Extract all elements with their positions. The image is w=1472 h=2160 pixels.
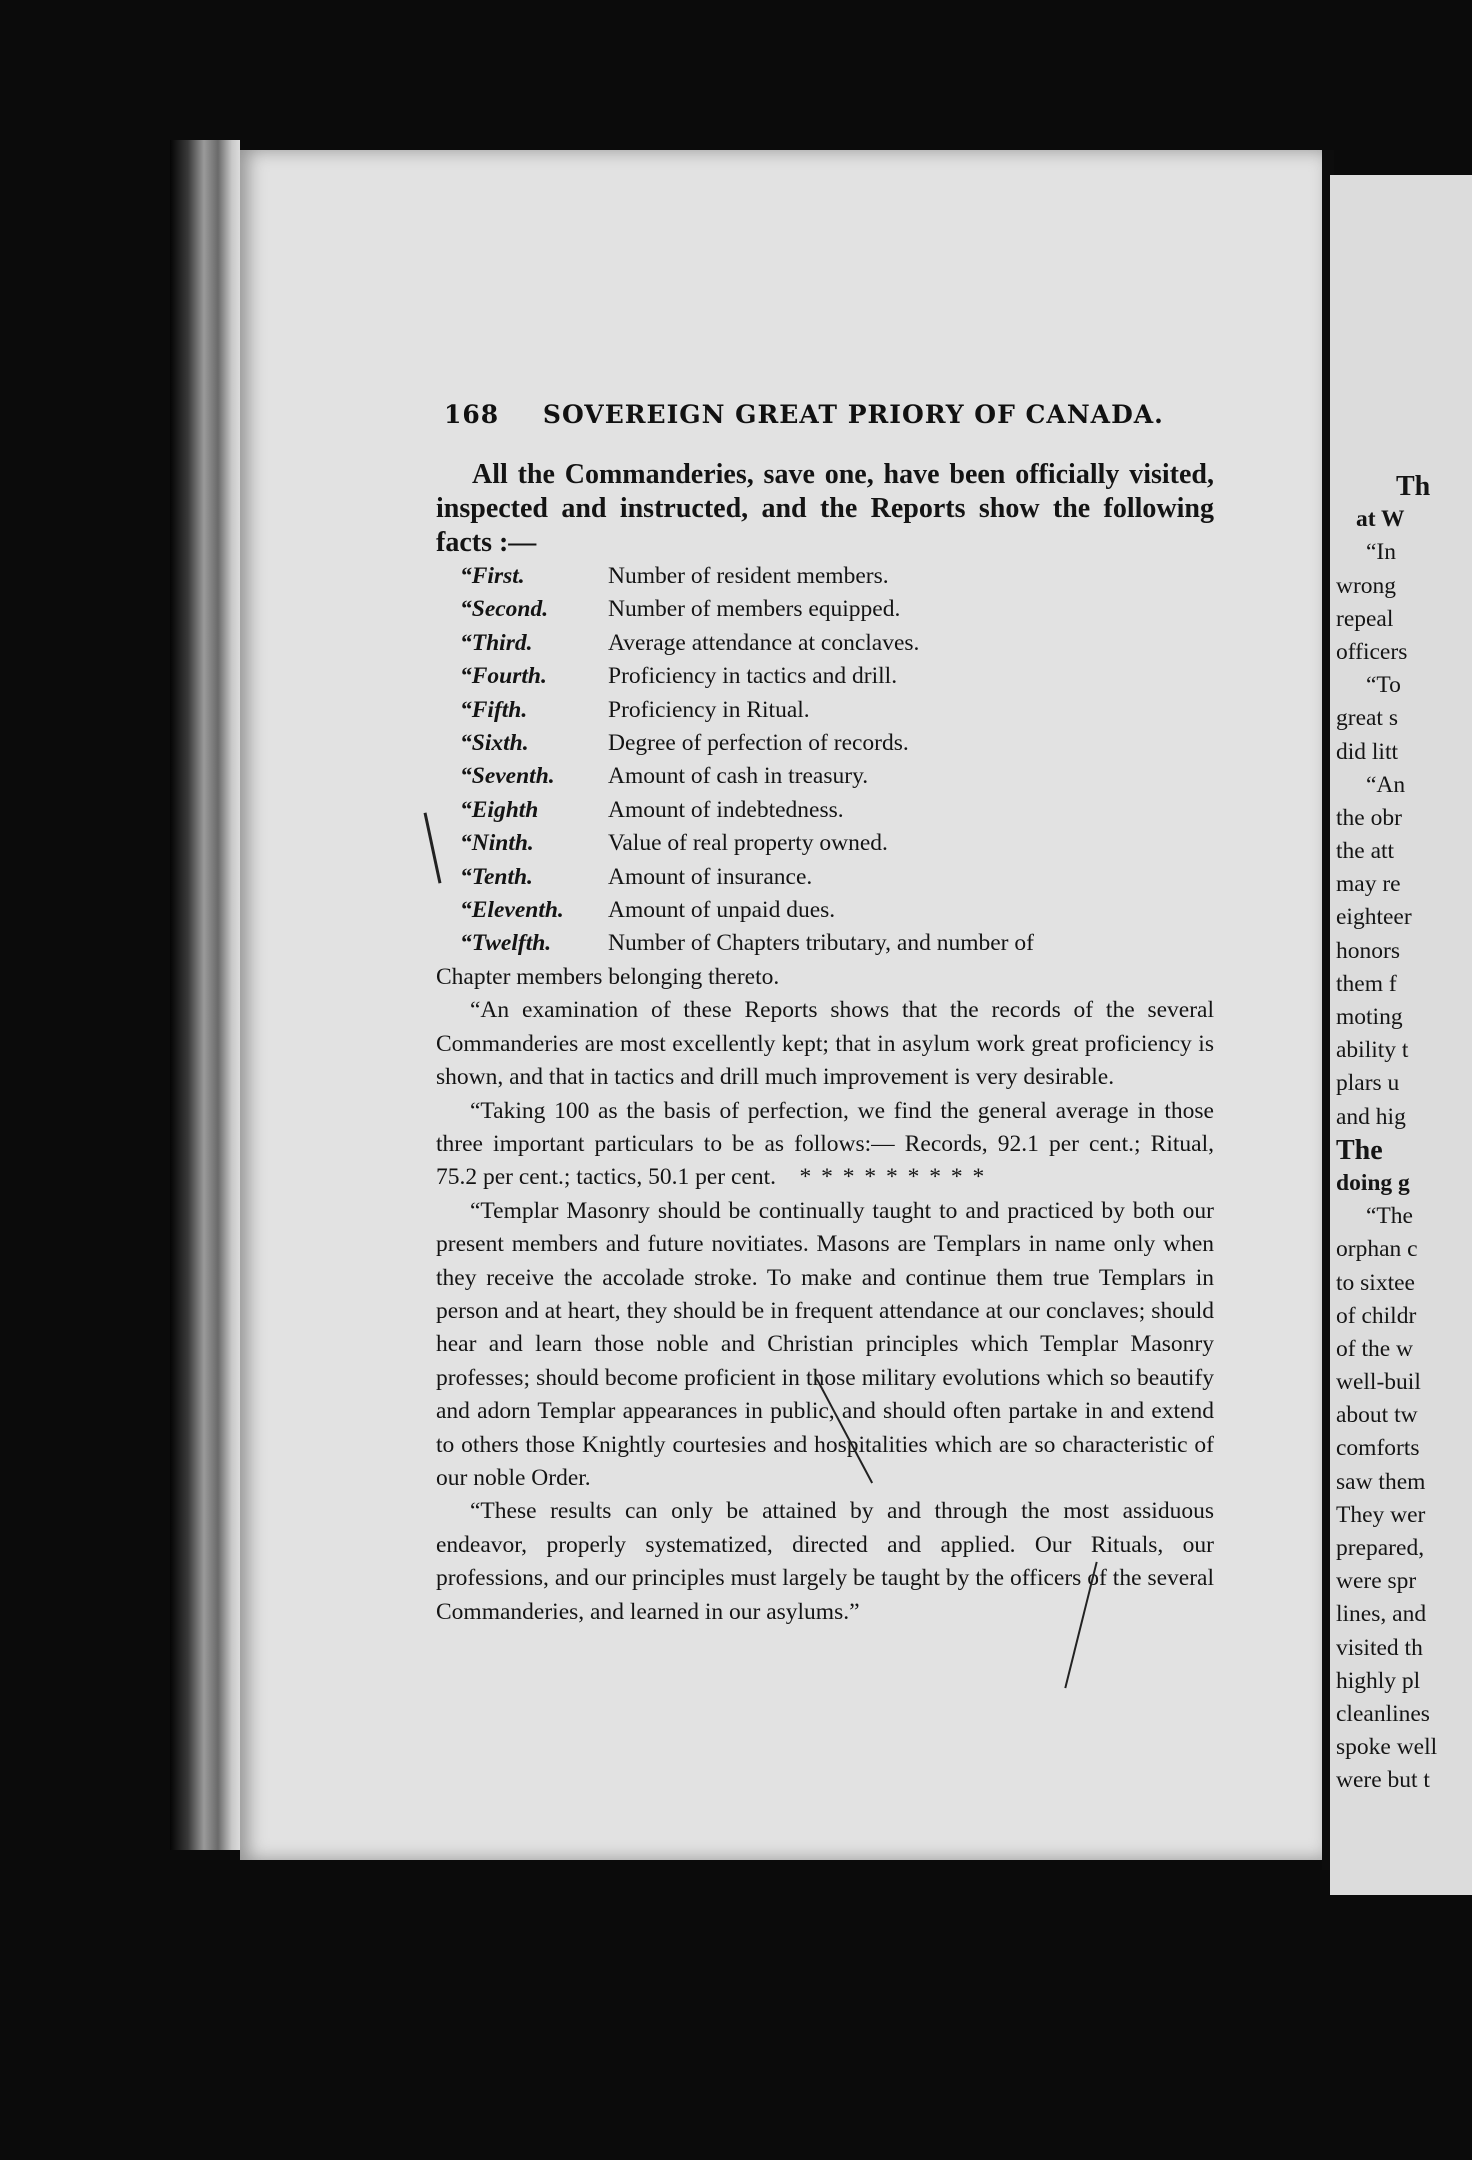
right-page-line: well-buil xyxy=(1336,1369,1421,1396)
right-page-line: They wer xyxy=(1336,1501,1426,1528)
right-page-line: prepared, xyxy=(1336,1535,1425,1561)
right-page-line: them f xyxy=(1336,970,1397,997)
right-page-line: and hig xyxy=(1336,1103,1406,1130)
right-page-line: orphan c xyxy=(1336,1236,1418,1263)
right-page-line: highly pl xyxy=(1336,1667,1421,1694)
asterisks-divider: * * * * * * * * * xyxy=(799,1164,987,1191)
fact-ordinal: “Second. xyxy=(460,596,549,623)
right-page-line: honors xyxy=(1336,937,1400,964)
right-page-text xyxy=(1336,470,1472,1798)
fact-ordinal: “Seventh. xyxy=(460,763,555,790)
fact-text: Value of real property owned. xyxy=(608,830,888,857)
right-page-line: “To xyxy=(1366,672,1401,699)
right-page-line: ability t xyxy=(1336,1037,1409,1064)
fact-ordinal: “Fifth. xyxy=(460,696,528,723)
fact-item xyxy=(460,827,1214,860)
paragraph-examination: “An examination of these Reports shows that the records of the several Commanderies are most excellently kept; that in asylum work great proficiency is shown, and that in tactics and drill much improvement is very desirable. xyxy=(436,997,1214,1091)
right-page-line: about tw xyxy=(1336,1402,1418,1429)
running-title: SOVEREIGN GREAT PRIORY OF CANADA. xyxy=(542,400,1164,429)
page-number: 168 xyxy=(444,400,500,429)
right-page-line: of the w xyxy=(1336,1335,1414,1362)
running-head xyxy=(444,400,1244,429)
fact-ordinal: “Eighth xyxy=(460,796,539,823)
right-page-line: at W xyxy=(1356,506,1405,533)
fact-text: Amount of unpaid dues. xyxy=(608,897,836,924)
fact-text: Proficiency in Ritual. xyxy=(608,696,810,723)
facts-list xyxy=(436,560,1214,994)
fact-item xyxy=(460,627,1214,660)
fact-item xyxy=(460,727,1214,760)
page-body xyxy=(436,458,1214,1629)
right-page-line: doing g xyxy=(1336,1169,1410,1196)
right-page-line: “An xyxy=(1366,771,1406,798)
fact-text: Amount of cash in treasury. xyxy=(608,763,869,790)
fact-ordinal: “Twelfth. xyxy=(460,930,552,957)
right-page-line: wrong xyxy=(1336,572,1397,599)
fact-text: Proficiency in tactics and drill. xyxy=(608,663,898,690)
right-page-line: great s xyxy=(1336,705,1398,732)
fact-text: Number of Chapters tributary, and number of xyxy=(608,930,1034,957)
right-page-line: saw them xyxy=(1336,1468,1426,1495)
right-page-line: “The xyxy=(1366,1203,1413,1230)
right-page-line: “In xyxy=(1366,539,1397,566)
right-page-line: may re xyxy=(1336,871,1401,898)
right-page-line: to sixtee xyxy=(1336,1269,1415,1296)
right-page-line: Th xyxy=(1396,471,1431,502)
right-page-line: did litt xyxy=(1336,738,1399,765)
paragraph-perfection: “Taking 100 as the basis of perfection, we find the general average in those three important particulars to be as follows:— Records, 92.1 per cent.; Ritual, 75.2 per cent.; tactics, 50.1 per cent. * * * * * * * * * xyxy=(436,1097,1214,1191)
fact-text: Degree of perfection of records. xyxy=(608,730,909,757)
fact-item xyxy=(460,894,1214,927)
intro-paragraph: All the Commanderies, save one, have been officially visited, inspected and instructed, and the Reports show the following facts :— xyxy=(436,459,1214,558)
fact-ordinal: “Fourth. xyxy=(460,663,547,690)
right-page-line: were but t xyxy=(1336,1767,1430,1794)
right-page-line: plars u xyxy=(1336,1070,1400,1097)
paragraph-templar-masonry: “Templar Masonry should be continually taught to and practiced by both our present members and future novitiates. Masons are Templars in name only when they receive the accolade stroke. To make and continue them true Templars in person and at heart, they should be in frequent attendance at our conclaves; should hear and learn those noble and Christian principles which Templar Masonry professes; should become proficient in those military evolutions which so beautify and adorn Templar appearances in public, and should often partake in and extend to others those Knightly courtesies and hospitalities which are so characteristic of our noble Order. xyxy=(436,1197,1214,1491)
fact-item xyxy=(460,660,1214,693)
fact-item xyxy=(460,593,1214,626)
fact-item xyxy=(460,927,1214,960)
fact-text: Average attendance at conclaves. xyxy=(608,629,920,656)
fact-continuation: Chapter members belonging thereto. xyxy=(436,963,780,990)
paragraph-results: “These results can only be attained by and through the most assiduous endeavor, properly systematized, directed and applied. Our Rituals, our professions, and our principles must largely be taught by the officers of the several Commanderies, and learned in our asylums.” xyxy=(436,1498,1214,1625)
right-page-line: comforts xyxy=(1336,1435,1420,1462)
fact-ordinal: “First. xyxy=(460,563,525,589)
right-page-line: cleanlines xyxy=(1336,1700,1430,1727)
fact-ordinal: “Tenth. xyxy=(460,863,533,890)
fact-item xyxy=(460,861,1214,894)
right-page-line: the obr xyxy=(1336,804,1402,831)
fact-ordinal: “Sixth. xyxy=(460,730,529,757)
fact-item xyxy=(460,694,1214,727)
right-page-line: eighteer xyxy=(1336,904,1412,931)
right-page-line: The xyxy=(1336,1134,1383,1166)
fact-text: Number of resident members. xyxy=(608,563,889,589)
right-page-line: repeal xyxy=(1336,605,1394,632)
fact-text: Amount of indebtedness. xyxy=(608,796,844,823)
fact-item xyxy=(460,560,1214,593)
fact-ordinal: “Eleventh. xyxy=(460,897,564,924)
right-page-line: spoke well xyxy=(1336,1734,1438,1761)
right-page-line: lines, and xyxy=(1336,1601,1427,1628)
fact-text: Number of members equipped. xyxy=(608,596,901,623)
right-page-line: were spr xyxy=(1336,1568,1417,1595)
fact-item xyxy=(460,760,1214,793)
fact-ordinal: “Third. xyxy=(460,629,533,656)
right-page-line: visited th xyxy=(1336,1634,1423,1661)
book-spine xyxy=(170,140,240,1850)
right-page-line: of childr xyxy=(1336,1302,1417,1329)
fact-item xyxy=(460,794,1214,827)
fact-text: Amount of insurance. xyxy=(608,863,813,890)
fact-ordinal: “Ninth. xyxy=(460,830,534,857)
right-page-line: moting xyxy=(1336,1004,1403,1030)
right-page-line: the att xyxy=(1336,838,1395,865)
right-page-line: officers xyxy=(1336,638,1408,665)
